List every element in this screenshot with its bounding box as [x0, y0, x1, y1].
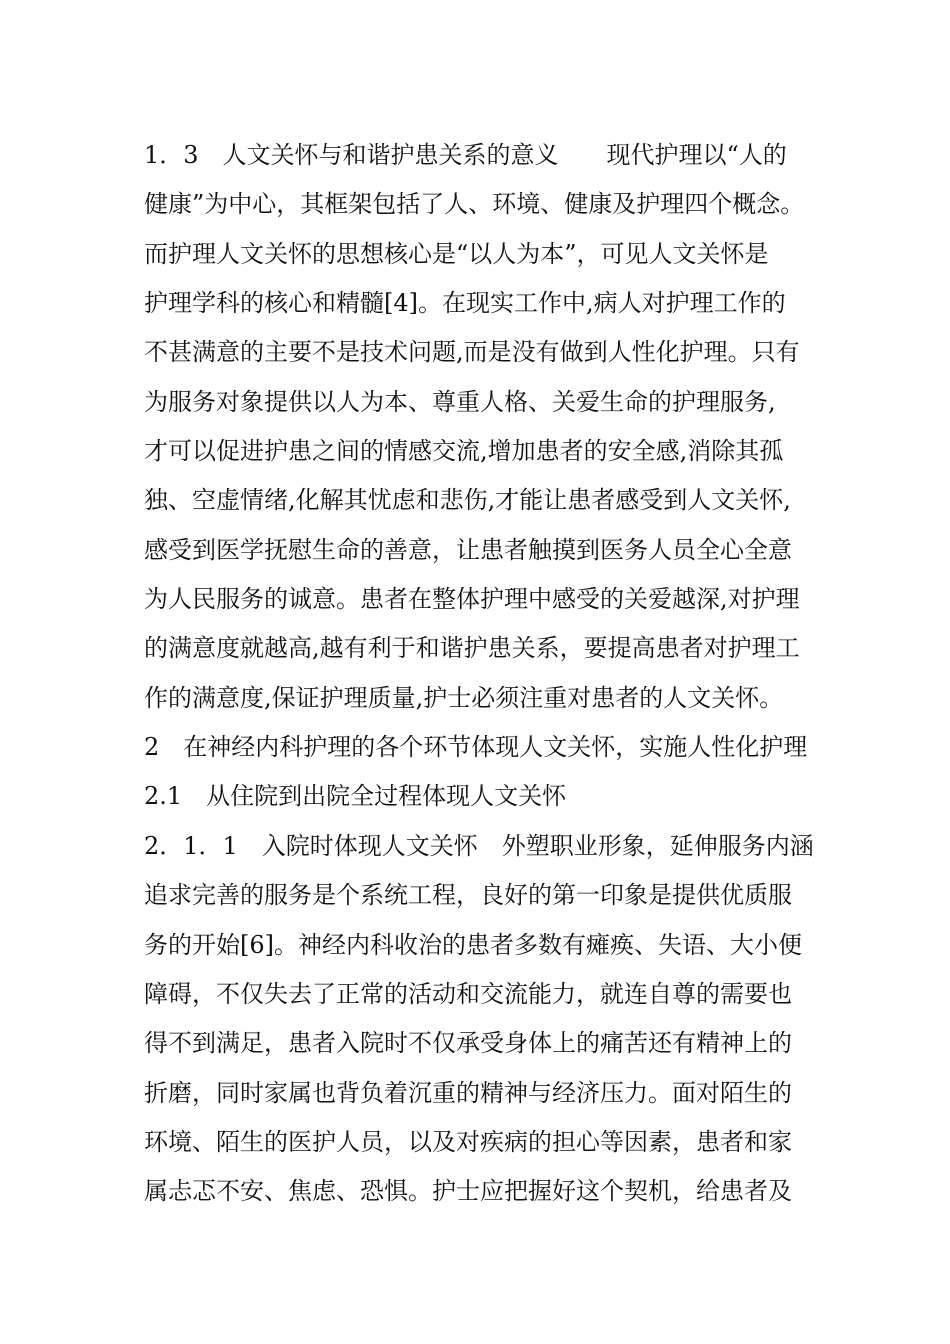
text-line-18: 障碍，不仅失去了正常的活动和交流能力，就连自尊的需要也: [144, 979, 792, 1008]
text-line-16: 追求完善的服务是个系统工程，良好的第一印象是提供优质服: [144, 881, 792, 910]
section-heading-2: 2 在神经内科护理的各个环节体现人文关怀，实施人性化护理: [144, 733, 808, 762]
text-line-5: 不甚满意的主要不是技术问题,而是没有做到人性化护理。只有: [144, 338, 800, 367]
text-line-12: 作的满意度,保证护理质量,护士必须注重对患者的人文关怀。: [144, 683, 784, 712]
text-line-4: 护理学科的核心和精髓[4]。在现实工作中,病人对护理工作的: [144, 289, 786, 318]
text-line-20: 折磨，同时家属也背负着沉重的精神与经济压力。面对陌生的: [144, 1078, 792, 1107]
body-text: [144, 131, 814, 1217]
text-line-10: 为人民服务的诚意。患者在整体护理中感受的关爱越深,对护理: [144, 585, 800, 614]
text-line-1: 1．3 人文关怀与和谐护患关系的意义 现代护理以“人的: [144, 141, 787, 169]
text-line-9: 感受到医学抚慰生命的善意，让患者触摸到医务人员全心全意: [144, 535, 792, 564]
text-line-22: 属忐忑不安、焦虑、恐惧。护士应把握好这个契机，给患者及: [144, 1177, 792, 1206]
text-line-21: 环境、陌生的医护人员，以及对疾病的担心等因素，患者和家: [144, 1127, 792, 1156]
text-line-6: 为服务对象提供以人为本、尊重人格、关爱生命的护理服务,: [144, 387, 776, 416]
subsection-heading-2-1-1: 2．1．1 入院时体现人文关怀 外塑职业形象，延伸服务内涵: [144, 831, 814, 860]
text-line-7: 才可以促进护患之间的情感交流,增加患者的安全感,消除其孤: [144, 437, 784, 466]
text-line-19: 得不到满足，患者入院时不仅承受身体上的痛苦还有精神上的: [144, 1029, 792, 1058]
text-line-3: 而护理人文关怀的思想核心是“以人为本”，可见人文关怀是: [144, 239, 769, 268]
text-line-8: 独、空虚情绪,化解其忧虑和悲伤,才能让患者感受到人文关怀,: [144, 486, 791, 515]
text-line-2: 健康”为中心，其框架包括了人、环境、健康及护理四个概念。: [144, 190, 805, 219]
text-line-11: 的满意度就越高,越有利于和谐护患关系，要提高患者对护理工: [144, 634, 800, 663]
text-line-17: 务的开始[6]。神经内科收治的患者多数有瘫痪、失语、大小便: [144, 930, 802, 959]
subsection-heading-2-1: 2.1 从住院到出院全过程体现人文关怀: [144, 782, 567, 811]
